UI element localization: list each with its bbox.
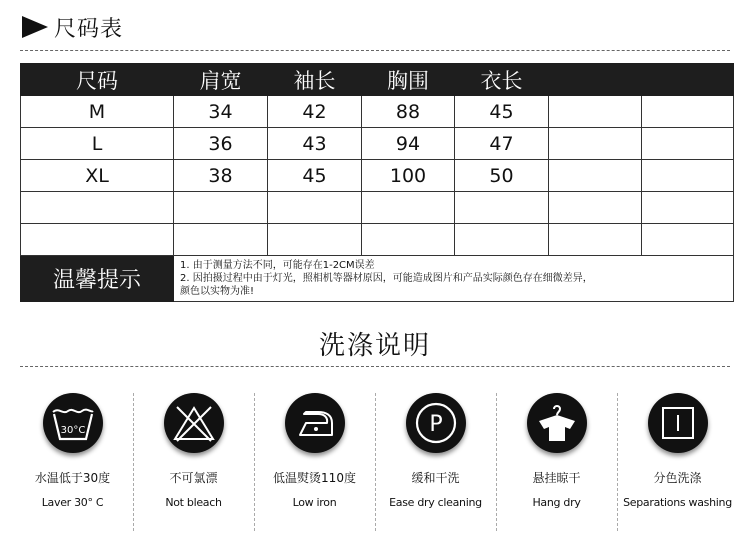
header-cell: 衣长 [455,64,549,96]
wash-item-cn: 水温低于30度 [34,471,111,485]
no-bleach-icon [164,393,224,453]
wash-item [254,385,375,535]
tips-label: 温馨提示 [21,256,174,302]
wash-item [133,385,254,535]
table-cell [642,96,734,128]
table-cell: 47 [455,128,549,160]
wash-item [375,385,496,535]
table-cell: 42 [268,96,362,128]
table-cell [455,192,549,224]
table-row [21,160,734,192]
wash-item-cn: 分色洗涤 [653,471,702,485]
size-cell [21,192,174,224]
wash-icon-row [12,385,738,535]
header-cell: 尺码 [21,64,174,96]
header-cell: 肩宽 [174,64,268,96]
table-cell [549,192,642,224]
table-cell [549,128,642,160]
table-cell [362,224,455,256]
table-header-row [21,64,734,96]
wash-item-en: Laver 30° C [41,496,104,509]
header-cell: 袖长 [268,64,362,96]
low-iron-icon [285,393,345,453]
wash-item-en: Low iron [292,496,337,509]
table-cell: 94 [362,128,455,160]
wash-temp-label: 30°C [60,425,85,436]
header-cell: 胸围 [362,64,455,96]
table-cell: 43 [268,128,362,160]
size-table [20,63,734,302]
wash-item [496,385,617,535]
arrow-right-icon [22,16,48,38]
table-cell: 88 [362,96,455,128]
tips-line: 2. 因拍摄过程中由于灯光，照相机等器材原因，可能造成图片和产品实际颜色存在细微差异， [180,273,593,284]
table-cell: 36 [174,128,268,160]
separate-wash-icon [648,393,708,453]
table-row [21,128,734,160]
table-cell [455,224,549,256]
table-cell [268,192,362,224]
table-cell [174,192,268,224]
tips-line: 1. 由于测量方法不同，可能存在1-2CM误差 [180,260,375,271]
size-cell [21,224,174,256]
table-cell [549,224,642,256]
table-cell [642,160,734,192]
table-cell: 34 [174,96,268,128]
tips-row [21,256,734,302]
table-cell: 50 [455,160,549,192]
table-cell [642,128,734,160]
table-cell [642,224,734,256]
wash-item-cn: 低温熨烫110度 [273,471,356,485]
size-chart-title: 尺码表 [54,16,124,42]
wash-item-en: Ease dry cleaning [389,496,482,509]
tips-line: 颜色以实物为准! [180,286,255,297]
size-chart-header [22,12,123,42]
wash-item-cn: 缓和干洗 [411,471,460,485]
table-cell: 100 [362,160,455,192]
table-cell [642,192,734,224]
table-cell [268,224,362,256]
header-cell [549,64,642,96]
wash-item [617,385,738,535]
wash-item [12,385,133,535]
table-cell [174,224,268,256]
wash-item-en: Separations washing [623,496,732,509]
size-cell: L [21,128,174,160]
table-row [21,96,734,128]
divider [20,366,730,367]
table-cell [362,192,455,224]
wash-title: 洗涤说明 [318,331,431,361]
header-cell [642,64,734,96]
tips-text [174,256,734,302]
table-cell: 38 [174,160,268,192]
size-cell: XL [21,160,174,192]
wash-30-icon [43,393,103,453]
divider [20,50,730,51]
table-cell [549,96,642,128]
wash-item-cn: 悬挂晾干 [532,471,581,485]
wash-item-en: Not bleach [165,496,222,509]
table-row [21,224,734,256]
hang-dry-icon [527,393,587,453]
table-row [21,192,734,224]
dry-clean-p-icon [406,393,466,453]
wash-item-cn: 不可氯漂 [169,471,218,485]
table-cell [549,160,642,192]
wash-item-en: Hang dry [532,496,581,509]
table-cell: 45 [268,160,362,192]
size-cell: M [21,96,174,128]
dry-clean-letter: P [428,412,443,437]
table-cell: 45 [455,96,549,128]
